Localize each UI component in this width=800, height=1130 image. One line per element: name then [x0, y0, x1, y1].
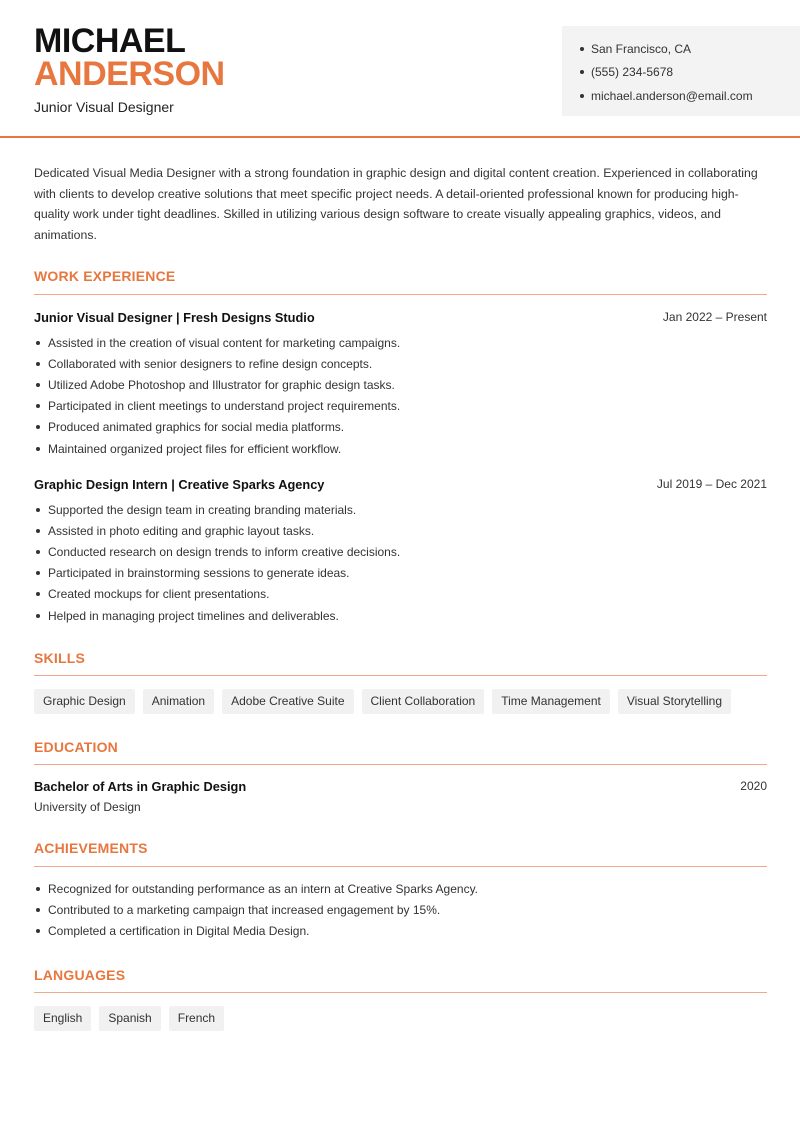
achievement-text: Recognized for outstanding performance as an intern at Creative Sparks Agency.: [48, 881, 479, 896]
list-item: [34, 332, 767, 353]
list-item: [34, 396, 767, 417]
job-role: Graphic Design Intern | Creative Sparks Agency: [34, 477, 325, 492]
list-item: [34, 353, 767, 374]
list-item: [34, 499, 767, 520]
duty-text: Assisted in photo editing and graphic layout tasks.: [48, 523, 315, 538]
list-item: [34, 541, 767, 562]
achievements-list: [34, 878, 767, 942]
duty-text: Participated in brainstorming sessions to generate ideas.: [48, 566, 350, 581]
duty-text: Conducted research on design trends to inform creative decisions.: [48, 544, 401, 559]
list-item: [34, 563, 767, 584]
list-item: [34, 438, 767, 459]
contact-phone: [580, 61, 800, 85]
job-duties-list: [34, 499, 767, 626]
achievement-text: Completed a certification in Digital Media Design.: [48, 923, 310, 938]
bullet-icon: [36, 571, 40, 575]
skill-tag: Animation: [143, 689, 214, 714]
list-item: [34, 899, 767, 920]
job-dates: Jan 2022 – Present: [662, 310, 767, 324]
skill-tag: Adobe Creative Suite: [222, 689, 353, 714]
languages-list: [34, 1006, 224, 1031]
language-tag: French: [169, 1006, 224, 1031]
job-header: [34, 310, 767, 325]
phone-text: (555) 234-5678: [591, 65, 674, 80]
bullet-icon: [36, 341, 40, 345]
email-text: michael.anderson@email.com: [591, 88, 753, 103]
language-tag: Spanish: [99, 1006, 160, 1031]
skill-tag: Time Management: [492, 689, 610, 714]
bullet-icon: [580, 47, 584, 51]
job-role: Junior Visual Designer | Fresh Designs Studio: [34, 310, 315, 325]
duty-text: Helped in managing project timelines and deliverables.: [48, 608, 339, 623]
skills-list: [34, 689, 731, 714]
section-divider: [34, 294, 767, 295]
list-item: [34, 605, 767, 626]
bullet-icon: [580, 94, 584, 98]
list-item: [34, 920, 767, 941]
language-tag: English: [34, 1006, 91, 1031]
bullet-icon: [36, 447, 40, 451]
first-name: MICHAEL: [34, 22, 186, 60]
contact-email: [580, 84, 800, 108]
list-item: [34, 417, 767, 438]
list-item: [34, 374, 767, 395]
last-name: ANDERSON: [34, 55, 225, 93]
duty-text: Collaborated with senior designers to refine design concepts.: [48, 356, 373, 371]
job-duties-list: [34, 332, 767, 459]
job-header: [34, 477, 767, 492]
section-divider: [34, 992, 767, 993]
skill-tag: Visual Storytelling: [618, 689, 731, 714]
section-title-work: WORK EXPERIENCE: [34, 268, 176, 284]
bullet-icon: [36, 508, 40, 512]
bullet-icon: [36, 592, 40, 596]
duty-text: Participated in client meetings to understand project requirements.: [48, 399, 401, 414]
duty-text: Utilized Adobe Photoshop and Illustrator for graphic design tasks.: [48, 377, 395, 392]
list-item: [34, 584, 767, 605]
job-dates: Jul 2019 – Dec 2021: [656, 477, 767, 491]
list-item: [34, 520, 767, 541]
duty-text: Supported the design team in creating branding materials.: [48, 502, 357, 517]
duty-text: Produced animated graphics for social media platforms.: [48, 420, 345, 435]
education-header: [34, 779, 767, 794]
bullet-icon: [36, 383, 40, 387]
duty-text: Assisted in the creation of visual content for marketing campaigns.: [48, 335, 401, 350]
contact-location: [580, 37, 800, 61]
duty-text: Maintained organized project files for efficient workflow.: [48, 441, 342, 456]
graduation-year: 2020: [740, 779, 767, 793]
section-title-education: EDUCATION: [34, 739, 118, 755]
bullet-icon: [580, 70, 584, 74]
bullet-icon: [36, 908, 40, 912]
achievement-text: Contributed to a marketing campaign that increased engagement by 15%.: [48, 902, 441, 917]
bullet-icon: [36, 550, 40, 554]
contact-panel: [562, 26, 800, 116]
skill-tag: Graphic Design: [34, 689, 135, 714]
job-title: Junior Visual Designer: [34, 99, 174, 115]
bullet-icon: [36, 425, 40, 429]
school-name: University of Design: [34, 800, 141, 814]
bullet-icon: [36, 362, 40, 366]
section-title-skills: SKILLS: [34, 650, 85, 666]
bullet-icon: [36, 614, 40, 618]
professional-summary: Dedicated Visual Media Designer with a strong foundation in graphic design and digital content creation. Experienced in collaborating with clients to develop creative solutions that meet specific project needs. A detail-oriented professional known for producing high-quality work under tight deadlines. Skilled in utilizing various design software to create visually appealing graphics, videos, and animations.: [34, 166, 758, 242]
section-title-languages: LANGUAGES: [34, 967, 126, 983]
section-divider: [34, 866, 767, 867]
list-item: [34, 878, 767, 899]
bullet-icon: [36, 887, 40, 891]
degree-title: Bachelor of Arts in Graphic Design: [34, 779, 247, 794]
bullet-icon: [36, 529, 40, 533]
section-divider: [34, 675, 767, 676]
resume-header: [0, 0, 800, 138]
location-text: San Francisco, CA: [591, 41, 692, 56]
section-title-achievements: ACHIEVEMENTS: [34, 840, 148, 856]
skill-tag: Client Collaboration: [362, 689, 485, 714]
duty-text: Created mockups for client presentations.: [48, 587, 270, 602]
bullet-icon: [36, 404, 40, 408]
bullet-icon: [36, 929, 40, 933]
section-divider: [34, 764, 767, 765]
